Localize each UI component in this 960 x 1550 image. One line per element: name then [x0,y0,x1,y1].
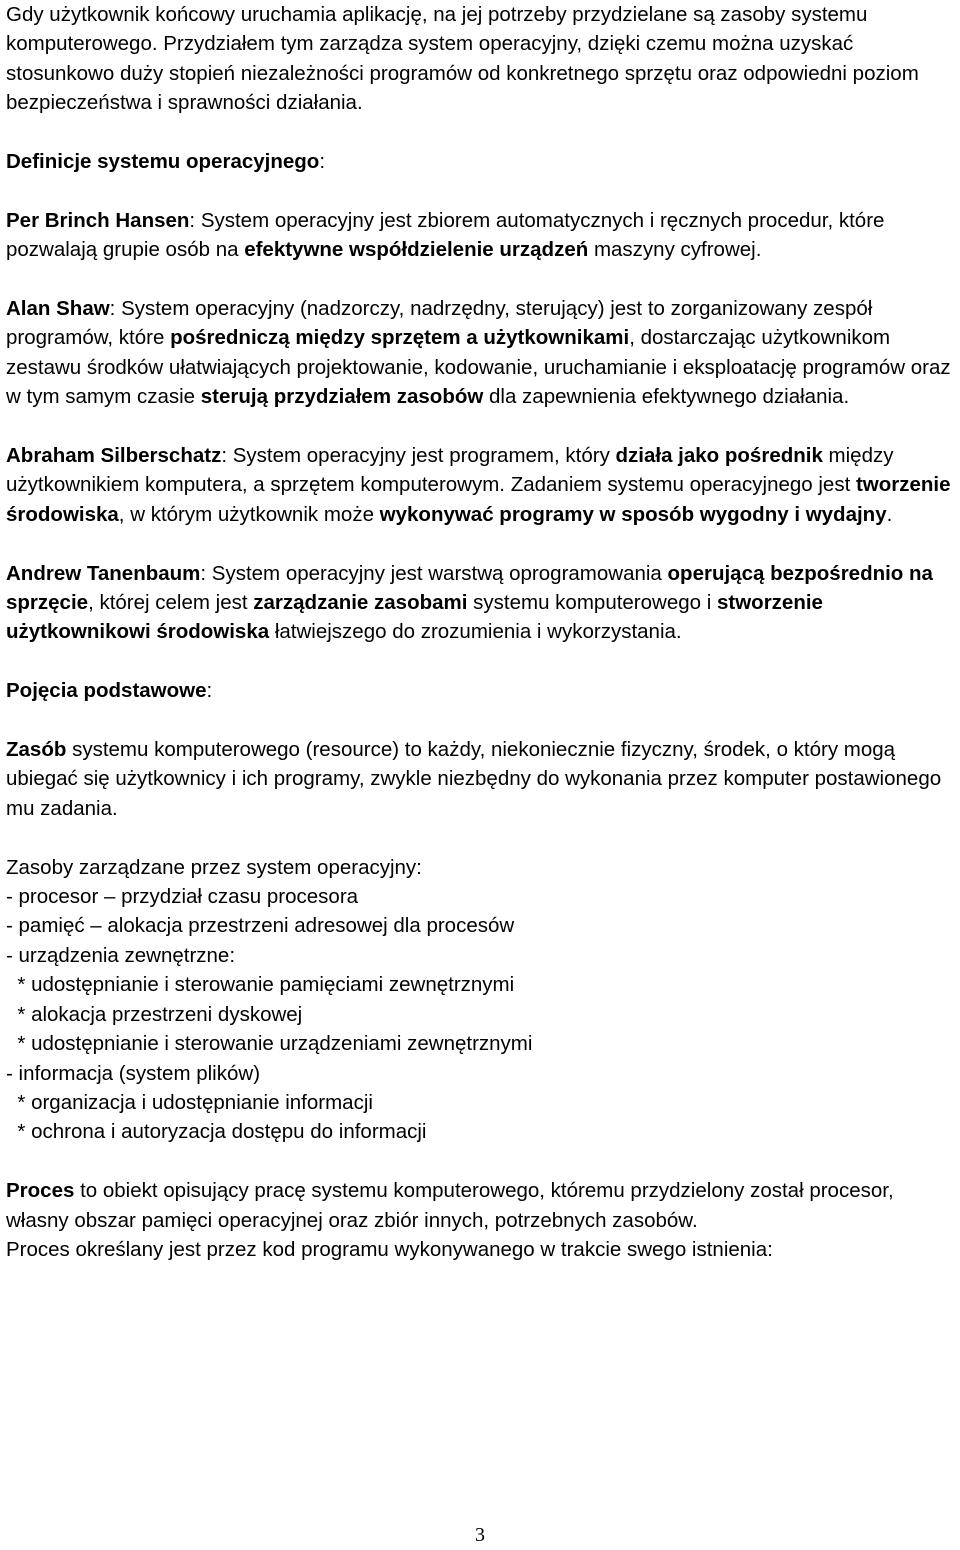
list-item: - informacja (system plików) [6,1061,261,1085]
intro-text: Gdy użytkownik końcowy uruchamia aplikację, na jej potrzeby przydzielane są zasoby systemu komputerowego. Przydziałem tym zarządza system operacyjny, dzięki czemu można uzyskać stosunkowo duży stopień niezależności programów od konkretnego sprzętu oraz odpowiedni poziom bezpieczeństwa i sprawności działania. [6,3,919,115]
document-page [6,0,956,1264]
process-code-line [6,1235,956,1264]
shaw-bold-2: sterują przydziałem zasobów [200,385,484,409]
concepts-heading-text: Pojęcia podstawowe [6,679,207,703]
silberschatz-text-2: między użytkownikiem komputera, a sprzętem komputerowym. Zadaniem systemu operacyjnego jest [6,444,894,497]
intro-paragraph [6,0,956,118]
spacer [6,412,956,441]
resource-text: systemu komputerowego (resource) to każdy, niekoniecznie fizyczny, środek, o który mogą ubiegać się użytkownicy i ich programy, zwykle niezbędny do wykonania przez komputer postawionego mu zadania. [6,738,942,820]
silberschatz-bold-1: działa jako pośrednik [615,444,823,468]
silberschatz-bold-2: tworzenie środowiska [6,473,951,526]
tanenbaum-bold-3: stworzenie użytkownikowi środowiska [6,591,823,644]
spacer [6,823,956,852]
spacer [6,118,956,147]
tanenbaum-text-1: : System operacyjny jest warstwą oprogramowania [200,561,668,585]
silberschatz-name: Abraham Silberschatz [6,444,222,468]
tanenbaum-text-3: systemu komputerowego i [467,591,717,615]
spacer [6,265,956,294]
tanenbaum-definition [6,559,956,647]
shaw-text-1: : System operacyjny (nadzorczy, nadrzędny, sterujący) jest to zorganizowany zespół programów, które [6,297,873,350]
silberschatz-definition [6,441,956,529]
list-item: - urządzenia zewnętrzne: [6,943,236,967]
managed-resources-list [6,882,956,1147]
tanenbaum-name: Andrew Tanenbaum [6,561,201,585]
silberschatz-bold-3: wykonywać programy w sposób wygodny i wydajny [379,502,887,526]
silberschatz-text-1: : System operacyjny jest programem, który [221,444,616,468]
list-item: * ochrona i autoryzacja dostępu do informacji [6,1120,427,1144]
spacer [6,647,956,676]
tanenbaum-bold-2: zarządzanie zasobami [253,591,468,615]
list-item: * organizacja i udostępnianie informacji [6,1090,373,1114]
definitions-heading-colon: : [319,150,326,174]
definitions-heading-text: Definicje systemu operacyjnego [6,150,320,174]
silberschatz-text-3: , w którym użytkownik może [118,502,380,526]
managed-resources-intro-text: Zasoby zarządzane przez system operacyjny: [6,855,422,879]
shaw-text-3: dla zapewnienia efektywnego działania. [483,385,850,409]
process-definition [6,1176,956,1235]
concepts-heading [6,676,956,705]
process-code-text: Proces określany jest przez kod programu wykonywanego w trakcie swego istnienia: [6,1237,773,1261]
tanenbaum-text-4: łatwiejszego do zrozumienia i wykorzystania. [269,620,682,644]
spacer [6,1147,956,1176]
managed-resources-intro [6,853,956,882]
hansen-bold-1: efektywne współdzielenie urządzeń [244,238,589,262]
shaw-name: Alan Shaw [6,297,110,321]
process-term: Proces [6,1179,75,1203]
list-item: * udostępnianie i sterowanie urządzeniami zewnętrznymi [6,1032,533,1056]
shaw-definition [6,294,956,412]
spacer [6,529,956,558]
hansen-text-1: : System operacyjny jest zbiorem automatycznych i ręcznych procedur, które pozwalają grupie osób na [6,208,885,262]
definitions-heading [6,147,956,176]
silberschatz-text-4: . [886,502,893,526]
tanenbaum-bold-1: operującą bezpośrednio na sprzęcie [6,561,933,615]
list-item: - pamięć – alokacja przestrzeni adresowej dla procesów [6,914,515,938]
hansen-name: Per Brinch Hansen [6,208,190,232]
page-number: 3 [475,1524,485,1546]
spacer [6,706,956,735]
hansen-definition [6,206,956,265]
hansen-text-2: maszyny cyfrowej. [588,238,762,262]
process-text: to obiekt opisujący pracę systemu komputerowego, któremu przydzielony został procesor, własny obszar pamięci operacyjnej oraz zbiór innych, potrzebnych zasobów. [6,1179,894,1232]
spacer [6,176,956,205]
list-item: * alokacja przestrzeni dyskowej [6,1002,303,1026]
resource-term: Zasób [6,738,67,762]
tanenbaum-text-2: , której celem jest [88,591,254,615]
shaw-bold-1: pośredniczą między sprzętem a użytkownikami [170,326,630,350]
list-item: - procesor – przydział czasu procesora [6,885,359,909]
concepts-heading-colon: : [206,679,213,703]
shaw-text-2: , dostarczając użytkownikom zestawu środków ułatwiających projektowanie, kodowanie, uruchamianie i eksploatację programów oraz w tym samym czasie [6,326,951,409]
list-item: * udostępnianie i sterowanie pamięciami zewnętrznymi [6,973,515,997]
resource-definition [6,735,956,823]
